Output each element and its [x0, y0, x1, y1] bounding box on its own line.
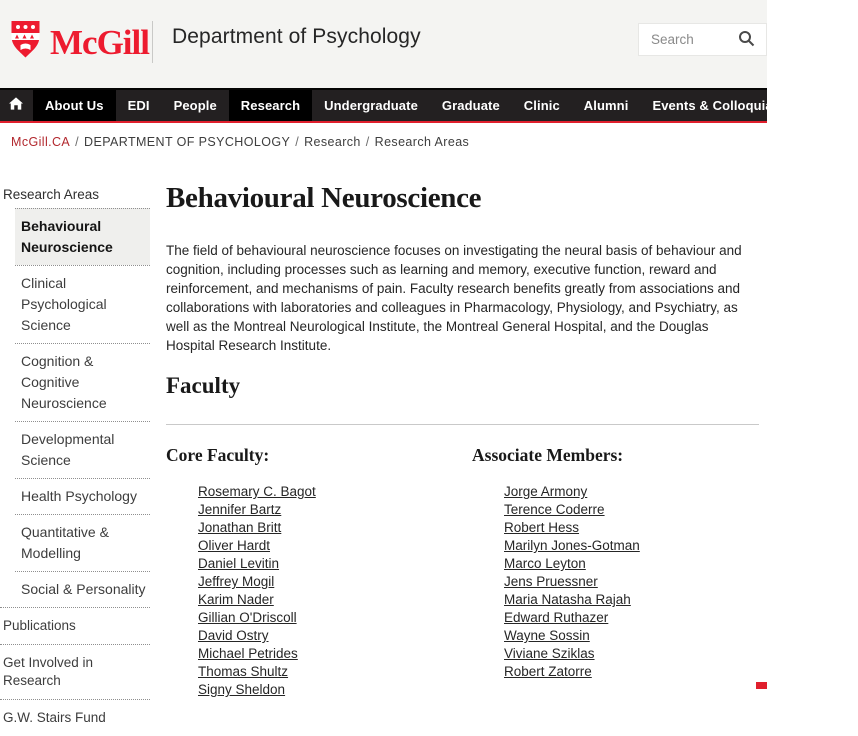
sidebar-item[interactable]: [0, 607, 150, 644]
nav-item-label: EDI: [127, 98, 150, 113]
sidebar-item[interactable]: [15, 265, 150, 343]
nav-item[interactable]: [33, 90, 116, 121]
nav-item-label: Events & Colloquia: [652, 98, 773, 113]
nav-item[interactable]: [572, 90, 641, 121]
sidebar-item-label: Health Psychology: [21, 488, 137, 504]
nav-item[interactable]: [312, 90, 430, 121]
faculty-member-link[interactable]: Thomas Shultz: [198, 664, 289, 679]
sidebar: [0, 185, 150, 736]
mcgill-shield-icon: [10, 20, 41, 64]
nav-item[interactable]: [162, 90, 229, 121]
list-item: [504, 555, 759, 573]
nav-item-label: Careers: [796, 98, 846, 113]
faculty-member-link[interactable]: Rosemary C. Bagot: [198, 484, 316, 499]
breadcrumb-link[interactable]: Research: [304, 135, 361, 149]
list-item: [504, 537, 759, 555]
list-item: [504, 663, 759, 681]
sidebar-item-label: Social & Personality: [21, 581, 146, 597]
main-content: [166, 182, 759, 699]
breadcrumb-link[interactable]: Research Areas: [374, 135, 470, 149]
faculty-member-link[interactable]: Jonathan Britt: [198, 520, 282, 535]
faculty-member-link[interactable]: Viviane Sziklas: [504, 646, 595, 661]
site-header: [0, 0, 767, 88]
main-nav: [0, 88, 846, 121]
faculty-member-link[interactable]: Jens Pruessner: [504, 574, 598, 589]
nav-item[interactable]: [116, 90, 162, 121]
search-input[interactable]: [639, 32, 731, 47]
nav-item-label: People: [173, 98, 217, 113]
nav-item[interactable]: [430, 90, 512, 121]
nav-item-label: About Us: [45, 98, 104, 113]
faculty-member-link[interactable]: Michael Petrides: [198, 646, 298, 661]
faculty-member-link[interactable]: Daniel Levitin: [198, 556, 280, 571]
core-faculty-heading: Core Faculty:: [166, 445, 270, 465]
search-button[interactable]: [731, 24, 761, 55]
faculty-member-link[interactable]: Jennifer Bartz: [198, 502, 282, 517]
faculty-member-link[interactable]: Wayne Sossin: [504, 628, 590, 643]
nav-item-label: Graduate: [441, 98, 500, 113]
associate-members-list: [472, 483, 759, 681]
faculty-member-link[interactable]: Robert Zatorre: [504, 664, 592, 679]
breadcrumb-separator: /: [295, 135, 300, 149]
list-item: [504, 483, 759, 501]
nav-item-label: Undergraduate: [324, 98, 418, 113]
list-item: [198, 483, 472, 501]
faculty-member-link[interactable]: David Ostry: [198, 628, 269, 643]
list-item: [504, 609, 759, 627]
list-item: [198, 573, 472, 591]
faculty-member-link[interactable]: Jeffrey Mogil: [198, 574, 275, 589]
home-icon: [9, 97, 23, 115]
sidebar-item[interactable]: [0, 644, 150, 699]
mcgill-wordmark: McGill: [50, 22, 149, 62]
sidebar-item[interactable]: [15, 208, 150, 265]
sidebar-item[interactable]: [15, 478, 150, 514]
search-box: [638, 23, 767, 56]
nav-item[interactable]: [512, 90, 572, 121]
list-item: [198, 537, 472, 555]
core-faculty-column: [166, 444, 472, 699]
sidebar-item-label: G.W. Stairs Fund: [3, 710, 106, 725]
sidebar-item-label: Cognition & Cognitive Neuroscience: [21, 353, 107, 411]
list-item: [504, 645, 759, 663]
sidebar-top-level-list: [0, 607, 150, 736]
nav-item[interactable]: [640, 90, 784, 121]
faculty-member-link[interactable]: Gillian O'Driscoll: [198, 610, 297, 625]
home-nav-link[interactable]: [0, 90, 33, 121]
list-item: [198, 681, 472, 699]
nav-item-label: Research: [240, 98, 301, 113]
sidebar-research-areas-list: [15, 208, 150, 607]
sidebar-item[interactable]: [0, 699, 150, 736]
list-item: [198, 555, 472, 573]
sidebar-item-label: Get Involved in Research: [3, 655, 94, 688]
list-item: [198, 519, 472, 537]
search-icon: [738, 30, 755, 50]
breadcrumb-separator: /: [75, 135, 80, 149]
section-divider: [166, 424, 759, 425]
corner-red-mark: [756, 682, 767, 689]
faculty-member-link[interactable]: Jorge Armony: [504, 484, 588, 499]
faculty-heading: Faculty: [166, 373, 241, 398]
red-accent-rule: [0, 121, 767, 123]
list-item: [504, 519, 759, 537]
list-item: [198, 501, 472, 519]
list-item: [198, 609, 472, 627]
sidebar-item-label: Behavioural Neuroscience: [21, 218, 113, 255]
nav-item-label: Alumni: [583, 98, 629, 113]
list-item: [504, 501, 759, 519]
faculty-member-link[interactable]: Oliver Hardt: [198, 538, 271, 553]
core-faculty-list: [166, 483, 472, 699]
faculty-member-link[interactable]: Marco Leyton: [504, 556, 586, 571]
sidebar-item-label: Publications: [3, 618, 76, 633]
mcgill-logo[interactable]: [10, 20, 149, 64]
associate-members-column: [472, 444, 759, 699]
sidebar-item[interactable]: [15, 514, 150, 571]
faculty-member-link[interactable]: Maria Natasha Rajah: [504, 592, 631, 607]
list-item: [198, 591, 472, 609]
faculty-columns: [166, 444, 759, 699]
sidebar-item-label: Developmental Science: [21, 431, 115, 468]
nav-item[interactable]: [229, 90, 312, 121]
breadcrumb-link[interactable]: DEPARTMENT OF PSYCHOLOGY: [84, 135, 291, 149]
header-divider: [152, 21, 153, 63]
faculty-member-link[interactable]: Edward Ruthazer: [504, 610, 609, 625]
faculty-member-link[interactable]: Terence Coderre: [504, 502, 605, 517]
list-item: [504, 591, 759, 609]
sidebar-item[interactable]: [15, 421, 150, 478]
page-title: Behavioural Neuroscience: [166, 182, 482, 214]
sidebar-item[interactable]: [15, 343, 150, 421]
nav-item[interactable]: [785, 90, 858, 121]
breadcrumb: [11, 135, 469, 149]
sidebar-item-label: Quantitative & Modelling: [21, 524, 109, 561]
faculty-member-link[interactable]: Robert Hess: [504, 520, 580, 535]
breadcrumb-separator: /: [365, 135, 370, 149]
list-item: [198, 627, 472, 645]
faculty-member-link[interactable]: Karim Nader: [198, 592, 274, 607]
list-item: [504, 573, 759, 591]
list-item: [198, 663, 472, 681]
faculty-member-link[interactable]: Signy Sheldon: [198, 682, 286, 697]
sidebar-item[interactable]: [15, 571, 150, 607]
faculty-member-link[interactable]: Marilyn Jones-Gotman: [504, 538, 640, 553]
sidebar-item-label: Clinical Psychological Science: [21, 275, 107, 333]
breadcrumb-home-link[interactable]: McGill.CA: [11, 135, 71, 149]
list-item: [504, 627, 759, 645]
site-title: Department of Psychology: [172, 25, 421, 48]
intro-paragraph: The field of behavioural neuroscience focuses on investigating the neural basis of behaviour and cognition, including processes such as learning and memory, executive function, reward and reinforcement, and mechanisms of pain. Faculty research benefits greatly from associations and collaborations with laboratories and colleagues in Pharmacology, Physiology, and Psychiatry, as well as the Montreal Neurological Institute, the Montreal General Hospital, and the Douglas Hospital Research Institute.: [166, 243, 742, 353]
sidebar-section-research-areas[interactable]: Research Areas: [3, 187, 100, 202]
list-item: [198, 645, 472, 663]
nav-item-label: Clinic: [523, 98, 560, 113]
associate-members-heading: Associate Members:: [472, 445, 624, 465]
